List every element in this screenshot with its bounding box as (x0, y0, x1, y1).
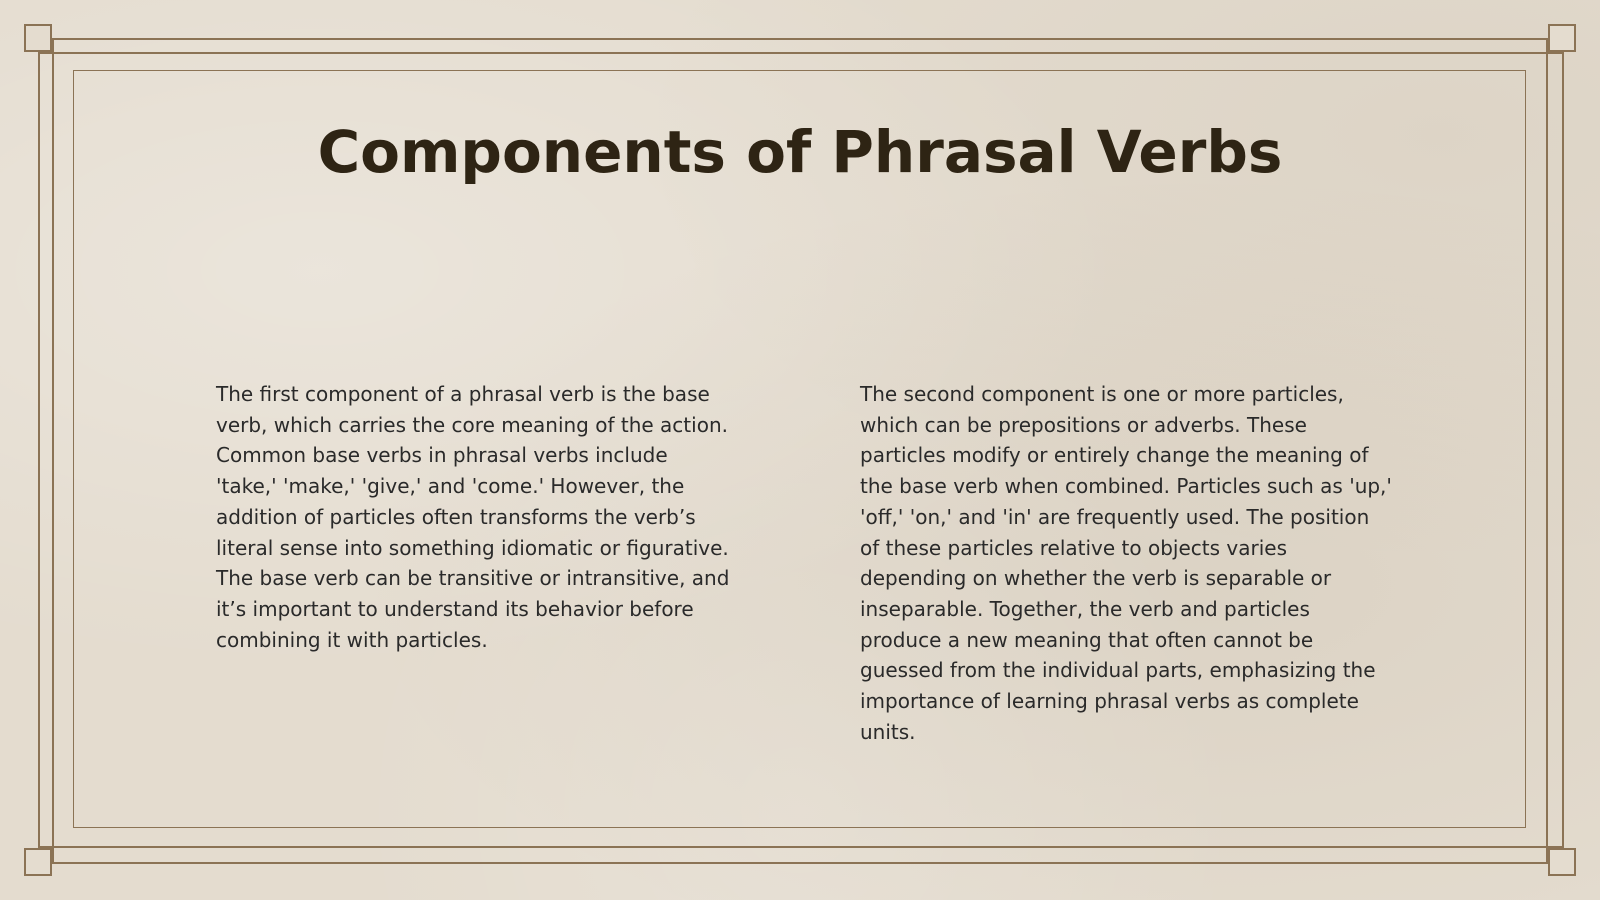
frame-top-inner-line (38, 52, 1562, 54)
frame-bottom-outer-line (38, 862, 1562, 864)
right-column-text: The second component is one or more particles, which can be prepositions or adverbs. These particles modify or entirely change the meaning of the base verb when combined. Particles such as 'up,' 'off,' 'on,' and 'in' are frequently used. The position of these particles relative to objects varies depending on whether the verb is separable or inseparable. Together, the verb and particles produce a new meaning that often cannot be guessed from the individual parts, emphasizing the importance of learning phrasal verbs as complete units. (860, 382, 1392, 744)
corner-square-bottom-right (1548, 848, 1576, 876)
slide-title: Components of Phrasal Verbs (317, 118, 1283, 186)
corner-square-top-right (1548, 24, 1576, 52)
corner-square-top-left (24, 24, 52, 52)
corner-square-bottom-left (24, 848, 52, 876)
frame-top-outer-line (38, 38, 1562, 40)
left-column-text: The first component of a phrasal verb is the base verb, which carries the core meaning of the action. Common base verbs in phrasal verbs include 'take,' 'make,' 'give,' and 'come.' However, the addition of particles often transforms the verb’s literal sense into something idiomatic or figurative. The base verb can be transitive or intransitive, and it’s important to understand its behavior before combining it with particles. (216, 382, 730, 652)
frame-bottom-inner-line (38, 846, 1562, 848)
